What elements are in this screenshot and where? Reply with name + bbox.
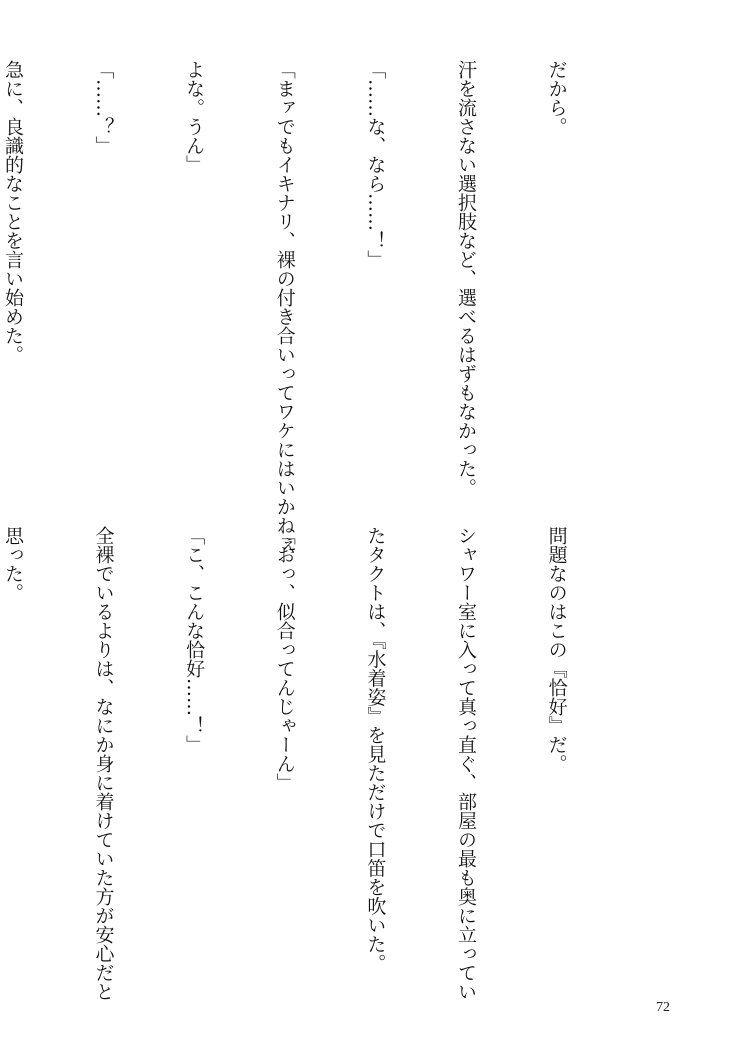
text-line: 「……な、なら……！」: [364, 60, 387, 269]
lower-text-column: [1, 526, 632, 1001]
text-line: 思った。: [1, 526, 24, 602]
text-line: よな。うん」: [183, 60, 206, 174]
text-line: 全裸でいるよりは、なにか身に着けていた方が安心だと: [92, 526, 115, 1001]
text-line: シャワー室に入って真っ直ぐ、部屋の最も奥に立ってい: [454, 526, 477, 1001]
text-line: 「……？」: [92, 60, 115, 155]
upper-text-column: [1, 60, 632, 554]
text-line: 「こ、こんな恰好……！」: [183, 526, 206, 754]
text-line: 「おっ、似合ってんじゃーん」: [273, 526, 296, 792]
text-line: たタクトは、『水着姿』を見ただけで口笛を吹いた。: [364, 526, 387, 973]
text-line: 汗を流さない選択肢など、選べるはずもなかった。: [454, 60, 477, 497]
text-line: 「まァでもイキナリ、裸の付き合いってワケにはいかねぇ: [273, 60, 296, 554]
page-number: 72: [656, 1000, 670, 1015]
text-line: 問題なのはこの『恰好』だ。: [545, 526, 568, 773]
text-line: 急に、良識的なことを言い始めた。: [1, 60, 24, 364]
text-line: だから。: [545, 60, 568, 136]
